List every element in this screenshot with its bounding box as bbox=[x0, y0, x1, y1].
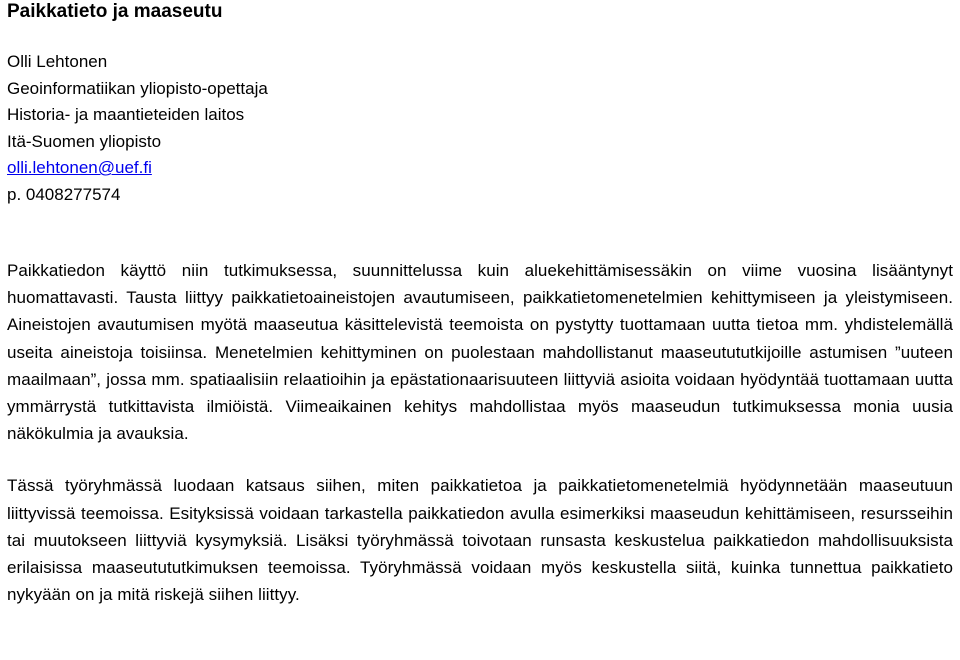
document-title: Paikkatieto ja maaseutu bbox=[7, 1, 223, 22]
author-name: Olli Lehtonen bbox=[7, 52, 108, 71]
author-email-link[interactable]: olli.lehtonen@uef.fi bbox=[7, 158, 152, 177]
contact-block bbox=[7, 49, 953, 208]
author-department: Historia- ja maantieteiden laitos bbox=[7, 105, 245, 124]
paragraph-2: Tässä työryhmässä luodaan katsaus siihen, miten paikkatietoa ja paikkatietomenetelmiä hyödynnetään maaseutuun liittyvissä teemoissa. Esityksissä voidaan tarkastella paikkatiedon avulla esimerkiksi maaseudun kehittämiseen, resursseihin tai muutokseen liittyviä kysymyksiä. Lisäksi työryhmässä toivotaan runsasta keskustelua paikkatiedon mahdollisuuksista erilaisissa maaseutututkimuksen teemoissa. Työryhmässä voidaan myös keskustella siitä, kuinka tunnettua paikkatieto nykyään on ja mitä riskejä siihen liittyy. bbox=[7, 476, 953, 605]
paragraph-1: Paikkatiedon käyttö niin tutkimuksessa, suunnittelussa kuin aluekehittämisessäkin on viime vuosina lisääntynyt huomattavasti. Tausta liittyy paikkatietoaineistojen avautumiseen, paikkatietomenetelmien kehittymiseen ja yleistymiseen. Aineistojen avautumisen myötä maaseutua käsittelevistä teemoista on pystytty tuottamaan uutta tietoa mm. yhdistelemällä useita aineistoja toisiinsa. Menetelmien kehittyminen on puolestaan mahdollistanut maaseutututkijoille astumisen ”uuteen maailmaan”, jossa mm. spatiaalisiin relaatioihin ja epästationaarisuuteen liittyviä asioita voidaan hyödyntää tuottamaan uutta ymmärrystä tutkittavista ilmiöistä. Viimeaikainen kehitys mahdollistaa myös maaseudun tutkimuksessa monia uusia näkökulmia ja avauksia. bbox=[7, 261, 953, 444]
author-phone: p. 0408277574 bbox=[7, 184, 121, 204]
author-university: Itä-Suomen yliopisto bbox=[7, 131, 162, 151]
author-position: Geoinformatiikan yliopisto-opettaja bbox=[7, 78, 268, 98]
